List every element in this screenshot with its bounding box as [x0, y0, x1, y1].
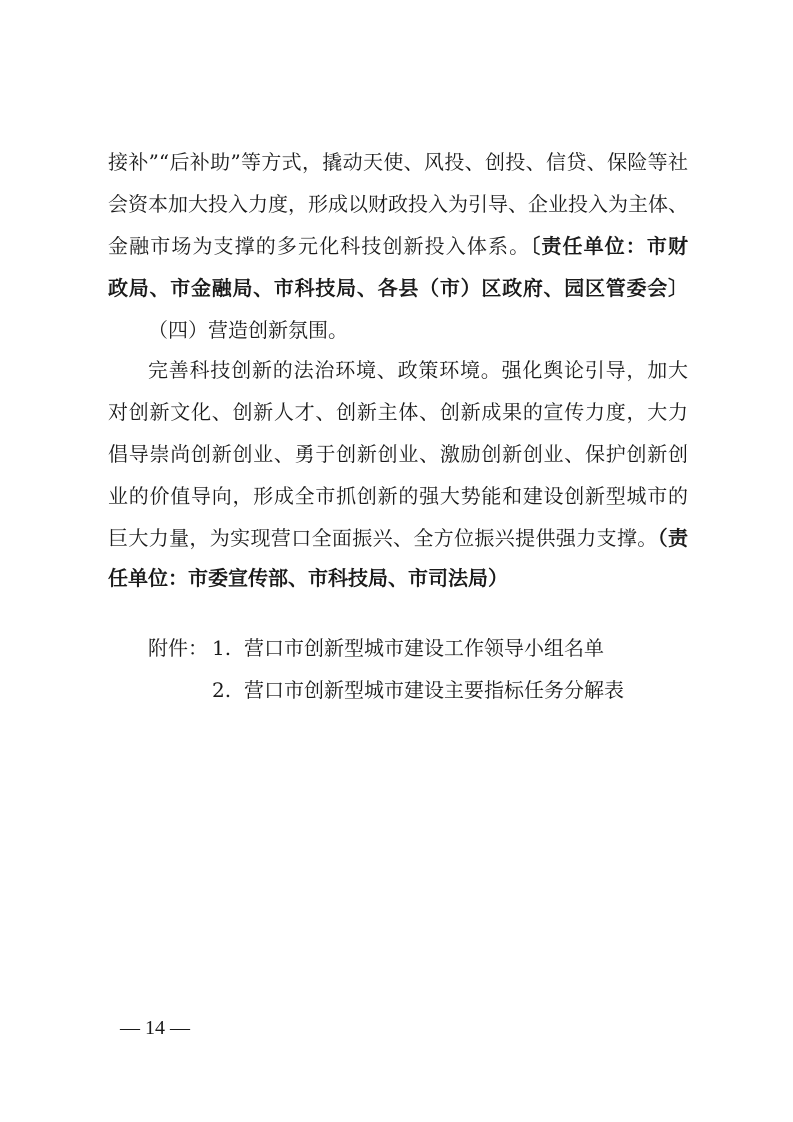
atmosphere-para-line-5 [108, 524, 688, 552]
attachment-item-1-number: 1. [212, 636, 232, 660]
atmosphere-para-text: 巨大力量，为实现营口全面振兴、全方位振兴提供强力支撑。 [108, 526, 658, 550]
atmosphere-para-line-2: 对创新文化、创新人才、创新主体、创新成果的宣传力度，大力 [108, 400, 688, 424]
attachments-label: 附件： [148, 636, 208, 660]
responsibility-note-funding: 政局、市金融局、市科技局、各县（市）区政府、园区管委会〕 [108, 276, 688, 300]
funding-para-line-2: 会资本加大投入力度，形成以财政投入为引导、企业投入为主体、 [108, 192, 688, 216]
responsibility-note-start: 〔责任单位：市财 [530, 234, 689, 258]
atmosphere-para-line-3: 倡导崇尚创新创业、勇于创新创业、激励创新创业、保护创新创 [108, 442, 688, 466]
section-heading-four: （四）营造创新氛围。 [148, 318, 348, 342]
responsibility-note-start-2: （责 [657, 526, 689, 550]
funding-para-line-3 [108, 232, 688, 260]
attachment-item-2-number: 2. [212, 678, 232, 702]
responsibility-note-atmosphere: 任单位：市委宣传部、市科技局、市司法局） [108, 566, 508, 590]
funding-para-text: 金融市场为支撑的多元化科技创新投入体系。 [108, 234, 531, 258]
attachment-item-1-title: 营口市创新型城市建设工作领导小组名单 [244, 636, 604, 660]
page-number: — 14 — [120, 1017, 190, 1039]
attachment-item-2-title: 营口市创新型城市建设主要指标任务分解表 [244, 678, 624, 702]
funding-para-line-1: 接补”“后补助”等方式，撬动天使、风投、创投、信贷、保险等社 [108, 150, 688, 174]
atmosphere-para-line-1: 完善科技创新的法治环境、政策环境。强化舆论引导，加大 [148, 358, 688, 382]
atmosphere-para-line-4: 业的价值导向，形成全市抓创新的强大势能和建设创新型城市的 [108, 484, 688, 508]
